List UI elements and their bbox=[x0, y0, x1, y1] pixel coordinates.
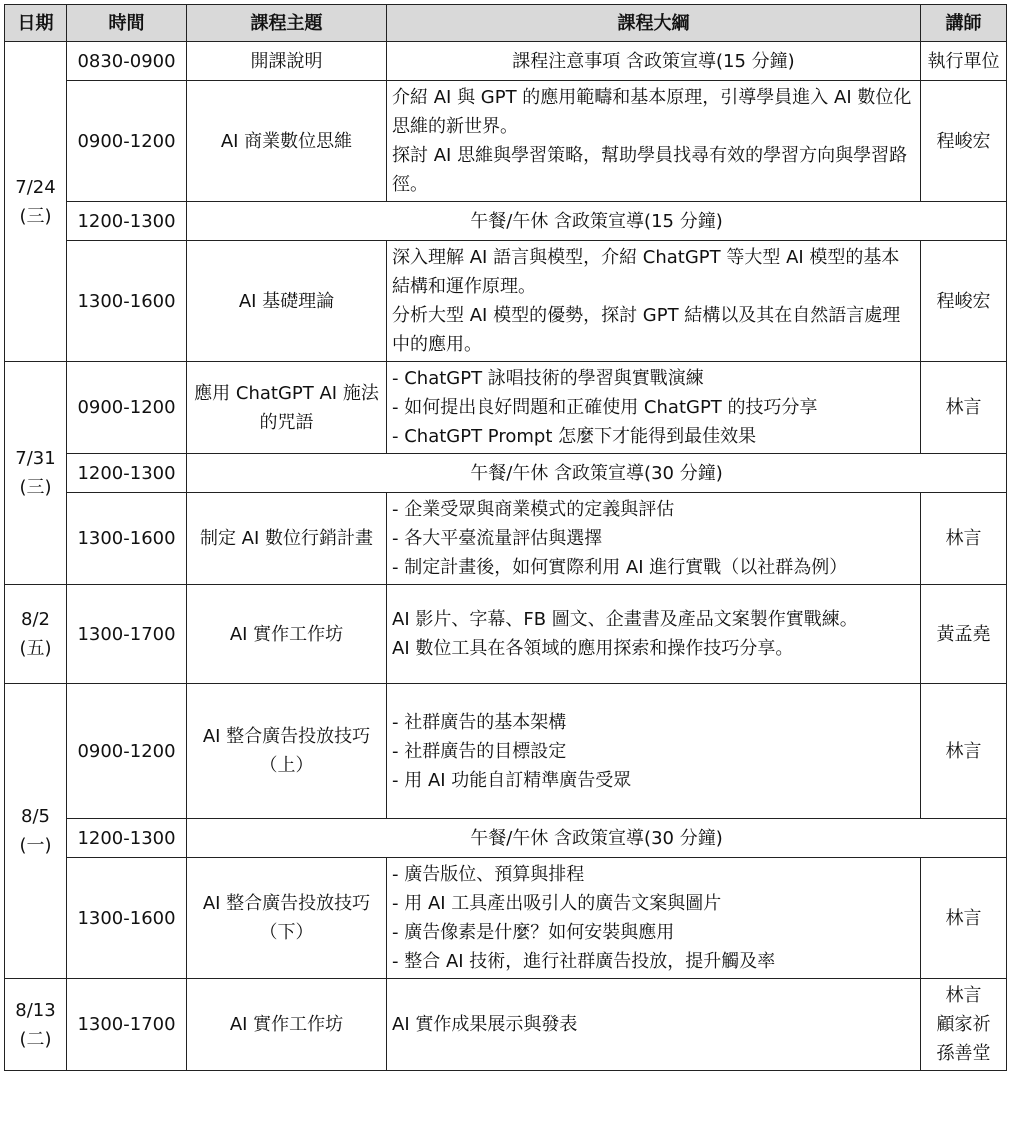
topic-cell: 應用 ChatGPT AI 施法的咒語 bbox=[187, 362, 387, 454]
outline-line: 課程注意事項 含政策宣導(15 分鐘) bbox=[512, 50, 795, 72]
weekday-label: (五) bbox=[19, 638, 52, 659]
instructor-cell bbox=[921, 684, 1007, 819]
header-outline: 課程大綱 bbox=[387, 5, 921, 42]
instructor-name: 林言 bbox=[945, 985, 982, 1006]
outline-line: 探討 AI 思維與學習策略，幫助學員找尋有效的學習方向與學習路徑。 bbox=[392, 145, 908, 195]
outline-cell bbox=[387, 684, 921, 819]
outline-line: - ChatGPT 詠唱技術的學習與實戰演練 bbox=[392, 368, 704, 389]
time-cell: 0900-1200 bbox=[67, 684, 187, 819]
topic-cell: AI 基礎理論 bbox=[187, 241, 387, 362]
outline-cell bbox=[387, 585, 921, 684]
break-cell: 午餐/午休 含政策宣導(15 分鐘) bbox=[187, 202, 1007, 241]
outline-cell bbox=[387, 979, 921, 1071]
time-cell: 1200-1300 bbox=[67, 454, 187, 493]
topic-cell: AI 實作工作坊 bbox=[187, 979, 387, 1071]
table-row bbox=[5, 858, 1007, 979]
weekday-label: (二) bbox=[19, 1028, 52, 1050]
date-cell bbox=[5, 42, 67, 362]
outline-line: - 企業受眾與商業模式的定義與評估 bbox=[392, 499, 675, 520]
instructor-cell bbox=[921, 858, 1007, 979]
table-row bbox=[5, 585, 1007, 684]
topic-cell: AI 整合廣告投放技巧（下） bbox=[187, 858, 387, 979]
instructor-name: 程峻宏 bbox=[936, 290, 991, 312]
instructor-cell bbox=[921, 241, 1007, 362]
instructor-cell bbox=[921, 585, 1007, 684]
break-cell: 午餐/午休 含政策宣導(30 分鐘) bbox=[187, 454, 1007, 493]
time-cell: 1200-1300 bbox=[67, 819, 187, 858]
instructor-name: 黃孟堯 bbox=[936, 623, 991, 645]
header-time: 時間 bbox=[67, 5, 187, 42]
outline-line: AI 影片、字幕、FB 圖文、企畫書及產品文案製作實戰練。 bbox=[392, 609, 858, 630]
outline-line: - 用 AI 工具產出吸引人的廣告文案與圖片 bbox=[392, 893, 722, 914]
outline-line: - 廣告版位、預算與排程 bbox=[392, 864, 585, 885]
instructor-cell bbox=[921, 81, 1007, 202]
header-instructor: 講師 bbox=[921, 5, 1007, 42]
outline-line: 分析大型 AI 模型的優勢，探討 GPT 結構以及其在自然語言處理中的應用。 bbox=[392, 305, 901, 355]
course-schedule-table bbox=[4, 4, 1007, 1071]
instructor-cell bbox=[921, 979, 1007, 1071]
instructor-name: 執行單位 bbox=[927, 50, 1000, 72]
outline-line: 介紹 AI 與 GPT 的應用範疇和基本原理，引導學員進入 AI 數位化思維的新世界。 bbox=[392, 87, 912, 137]
header-row bbox=[5, 5, 1007, 42]
outline-line: - 整合 AI 技術，進行社群廣告投放，提升觸及率 bbox=[392, 951, 776, 972]
instructor-cell bbox=[921, 493, 1007, 585]
instructor-name: 林言 bbox=[945, 528, 982, 549]
outline-line: - 用 AI 功能自訂精準廣告受眾 bbox=[392, 769, 632, 791]
outline-line: - 制定計畫後，如何實際利用 AI 進行實戰（以社群為例） bbox=[392, 557, 848, 578]
time-cell: 1300-1700 bbox=[67, 585, 187, 684]
outline-cell bbox=[387, 241, 921, 362]
table-row bbox=[5, 81, 1007, 202]
table-row bbox=[5, 979, 1007, 1071]
instructor-name: 孫善堂 bbox=[936, 1043, 991, 1064]
time-cell: 1300-1700 bbox=[67, 979, 187, 1071]
topic-cell: AI 整合廣告投放技巧（上） bbox=[187, 684, 387, 819]
date-cell bbox=[5, 684, 67, 979]
outline-line: - ChatGPT Prompt 怎麼下才能得到最佳效果 bbox=[392, 426, 757, 447]
time-cell: 1200-1300 bbox=[67, 202, 187, 241]
time-cell: 1300-1600 bbox=[67, 858, 187, 979]
date-label: 7/24 bbox=[15, 176, 56, 198]
outline-line: 深入理解 AI 語言與模型，介紹 ChatGPT 等大型 AI 模型的基本結構和運作原理。 bbox=[392, 247, 900, 297]
instructor-name: 林言 bbox=[945, 397, 982, 418]
outline-cell bbox=[387, 81, 921, 202]
table-row bbox=[5, 241, 1007, 362]
outline-cell bbox=[387, 858, 921, 979]
outline-line: - 社群廣告的基本架構 bbox=[392, 711, 567, 733]
time-cell: 1300-1600 bbox=[67, 493, 187, 585]
outline-line: - 廣告像素是什麼？如何安裝與應用 bbox=[392, 922, 675, 943]
instructor-name: 林言 bbox=[945, 907, 982, 929]
date-label: 8/13 bbox=[15, 999, 56, 1021]
header-date: 日期 bbox=[5, 5, 67, 42]
outline-cell bbox=[387, 493, 921, 585]
topic-cell: AI 實作工作坊 bbox=[187, 585, 387, 684]
outline-cell bbox=[387, 42, 921, 81]
outline-line: - 各大平臺流量評估與選擇 bbox=[392, 528, 603, 549]
table-row bbox=[5, 819, 1007, 858]
date-cell bbox=[5, 979, 67, 1071]
instructor-name: 程峻宏 bbox=[936, 130, 991, 152]
outline-line: - 社群廣告的目標設定 bbox=[392, 740, 567, 762]
table-row bbox=[5, 42, 1007, 81]
outline-cell bbox=[387, 362, 921, 454]
break-cell: 午餐/午休 含政策宣導(30 分鐘) bbox=[187, 819, 1007, 858]
instructor-name: 顧家祈 bbox=[936, 1014, 991, 1035]
outline-line: AI 數位工具在各領域的應用探索和操作技巧分享。 bbox=[392, 638, 794, 659]
table-row bbox=[5, 454, 1007, 493]
instructor-cell bbox=[921, 362, 1007, 454]
weekday-label: (一) bbox=[19, 835, 52, 856]
date-label: 7/31 bbox=[15, 448, 56, 469]
table-row bbox=[5, 362, 1007, 454]
weekday-label: (三) bbox=[19, 477, 52, 498]
date-cell bbox=[5, 362, 67, 585]
date-label: 8/5 bbox=[21, 806, 50, 827]
topic-cell: AI 商業數位思維 bbox=[187, 81, 387, 202]
outline-line: AI 實作成果展示與發表 bbox=[392, 1014, 578, 1035]
date-label: 8/2 bbox=[21, 609, 50, 630]
time-cell: 0830-0900 bbox=[67, 42, 187, 81]
table-row bbox=[5, 684, 1007, 819]
instructor-cell bbox=[921, 42, 1007, 81]
instructor-name: 林言 bbox=[945, 740, 982, 762]
time-cell: 1300-1600 bbox=[67, 241, 187, 362]
table-row bbox=[5, 202, 1007, 241]
topic-cell: 制定 AI 數位行銷計畫 bbox=[187, 493, 387, 585]
time-cell: 0900-1200 bbox=[67, 362, 187, 454]
topic-cell: 開課說明 bbox=[187, 42, 387, 81]
outline-line: - 如何提出良好問題和正確使用 ChatGPT 的技巧分享 bbox=[392, 397, 818, 418]
time-cell: 0900-1200 bbox=[67, 81, 187, 202]
date-cell bbox=[5, 585, 67, 684]
weekday-label: (三) bbox=[19, 205, 52, 227]
header-topic: 課程主題 bbox=[187, 5, 387, 42]
table-row bbox=[5, 493, 1007, 585]
